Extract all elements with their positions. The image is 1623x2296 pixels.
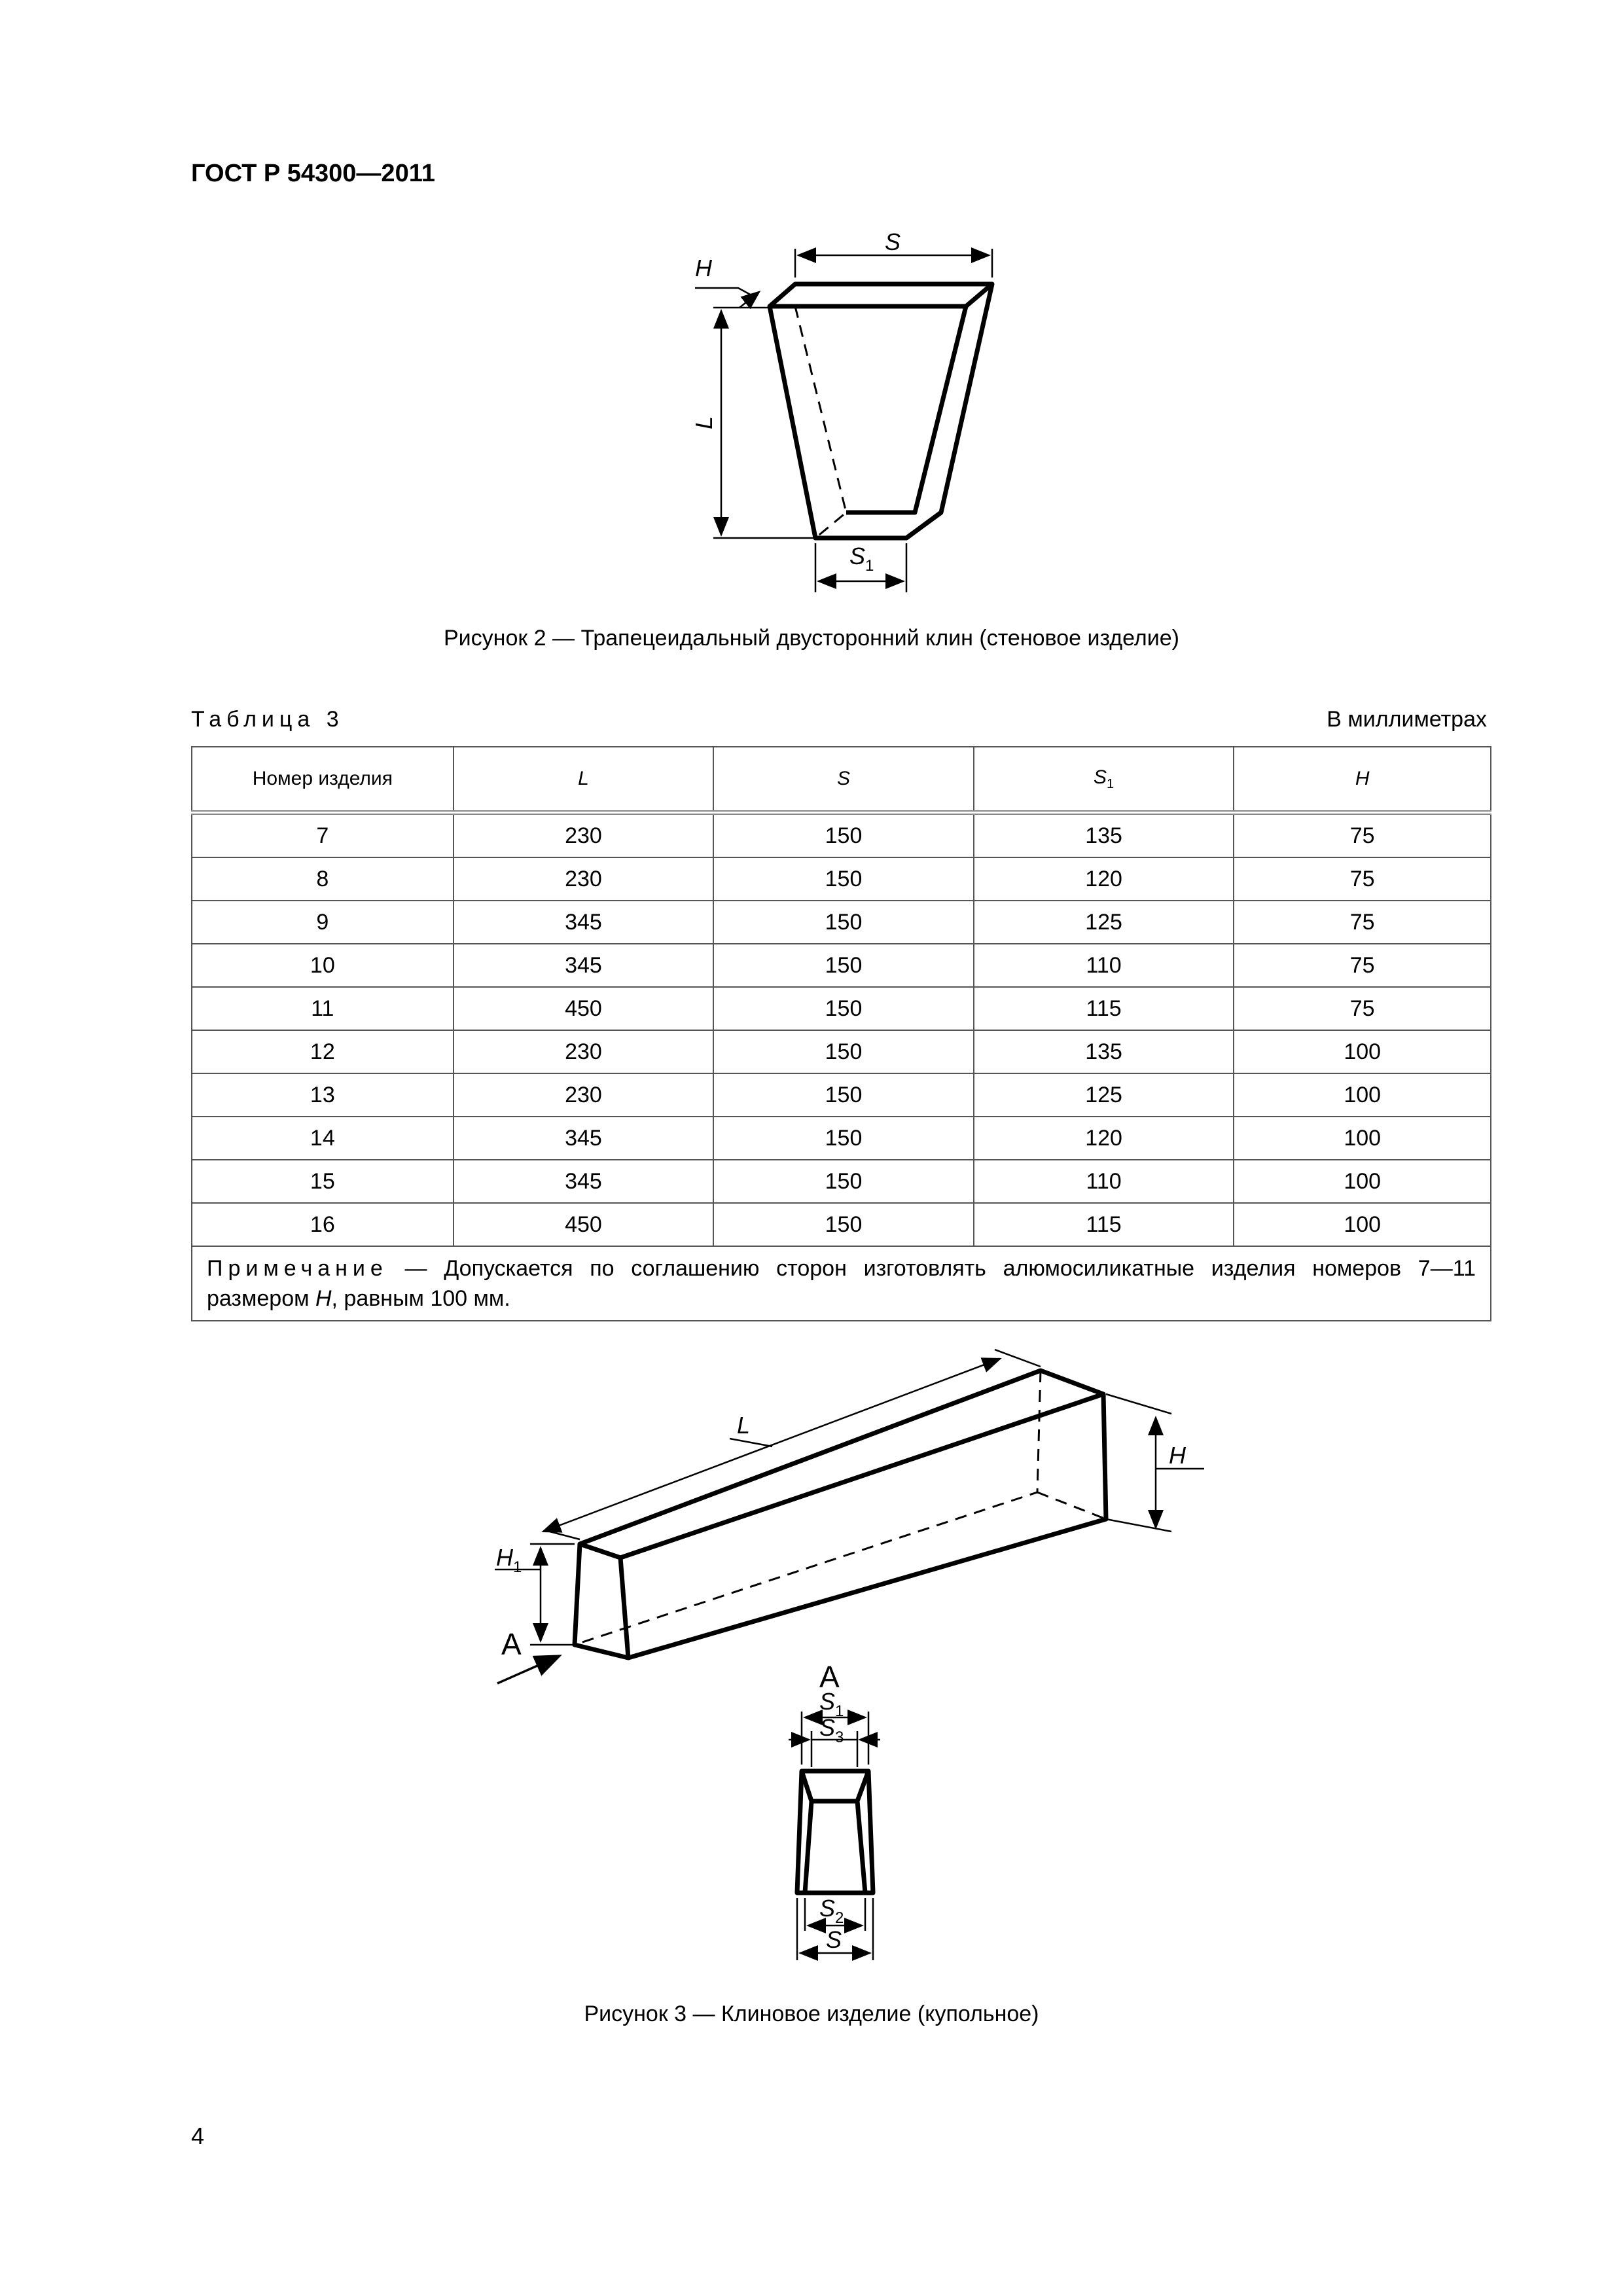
fig2-label-s1: S bbox=[849, 543, 866, 569]
fig2-label-h: H bbox=[695, 255, 712, 281]
table-note-row bbox=[192, 1246, 1491, 1321]
fig2-label-s1-sub: 1 bbox=[865, 557, 874, 575]
table-title: Таблица 3 bbox=[191, 707, 344, 732]
fig3-label-s1: S bbox=[819, 1688, 836, 1715]
fig3-view-arrow-label: A bbox=[501, 1627, 522, 1661]
figure-3-drawing bbox=[0, 1335, 1623, 1990]
table-row: 15 345 150 110 100 bbox=[192, 1160, 1491, 1203]
table-row: 7 230 150 135 75 bbox=[192, 813, 1491, 858]
table-header-row bbox=[192, 747, 1491, 813]
figure-3-caption: Рисунок 3 — Клиновое изделие (купольное) bbox=[584, 2001, 1039, 2026]
fig3-label-s2: S bbox=[819, 1895, 836, 1922]
table-row: 10 345 150 110 75 bbox=[192, 944, 1491, 987]
fig3-section-label: A bbox=[819, 1660, 840, 1694]
table-row: 12 230 150 135 100 bbox=[192, 1030, 1491, 1073]
fig3-label-s: S bbox=[826, 1926, 842, 1953]
fig3-label-l: L bbox=[737, 1412, 751, 1439]
table-row: 14 345 150 120 100 bbox=[192, 1117, 1491, 1160]
col-header-h: H bbox=[1234, 747, 1491, 813]
table-note: Примечание — Допускается по соглашению сторон изготовлять алюмосиликатные изделия номеров 7—11 размером H, равным 100 мм. bbox=[192, 1246, 1491, 1321]
table-row: 9 345 150 125 75 bbox=[192, 901, 1491, 944]
fig3-label-s3: S bbox=[819, 1714, 836, 1741]
col-header-l: L bbox=[454, 747, 714, 813]
table-row: 13 230 150 125 100 bbox=[192, 1073, 1491, 1117]
fig3-label-h1-sub: 1 bbox=[513, 1558, 522, 1576]
page-number: 4 bbox=[191, 2123, 205, 2149]
fig2-label-s: S bbox=[885, 228, 901, 255]
table-row: 8 230 150 120 75 bbox=[192, 857, 1491, 901]
table-row: 16 450 150 115 100 bbox=[192, 1203, 1491, 1246]
table-units: В миллиметрах bbox=[1327, 707, 1487, 732]
fig2-label-l: L bbox=[690, 416, 717, 429]
col-header-s1: $S_1$ bbox=[974, 747, 1234, 813]
fig3-label-h: H bbox=[1169, 1442, 1186, 1469]
fig3-label-s1-sub: 1 bbox=[835, 1702, 844, 1720]
fig3-label-h1: H bbox=[496, 1544, 513, 1571]
fig3-label-s2-sub: 2 bbox=[835, 1909, 844, 1927]
col-header-number: Номер изделия bbox=[192, 747, 454, 813]
figure-2-caption: Рисунок 2 — Трапецеидальный двусторонний клин (стеновое изделие) bbox=[444, 626, 1179, 651]
dimensions-table bbox=[191, 746, 1491, 1321]
figure-2-drawing bbox=[0, 223, 1623, 602]
fig3-label-s3-sub: 3 bbox=[835, 1729, 844, 1746]
table-row: 11 450 150 115 75 bbox=[192, 987, 1491, 1030]
standard-number: ГОСТ Р 54300—2011 bbox=[191, 160, 435, 187]
col-header-s: S bbox=[713, 747, 974, 813]
